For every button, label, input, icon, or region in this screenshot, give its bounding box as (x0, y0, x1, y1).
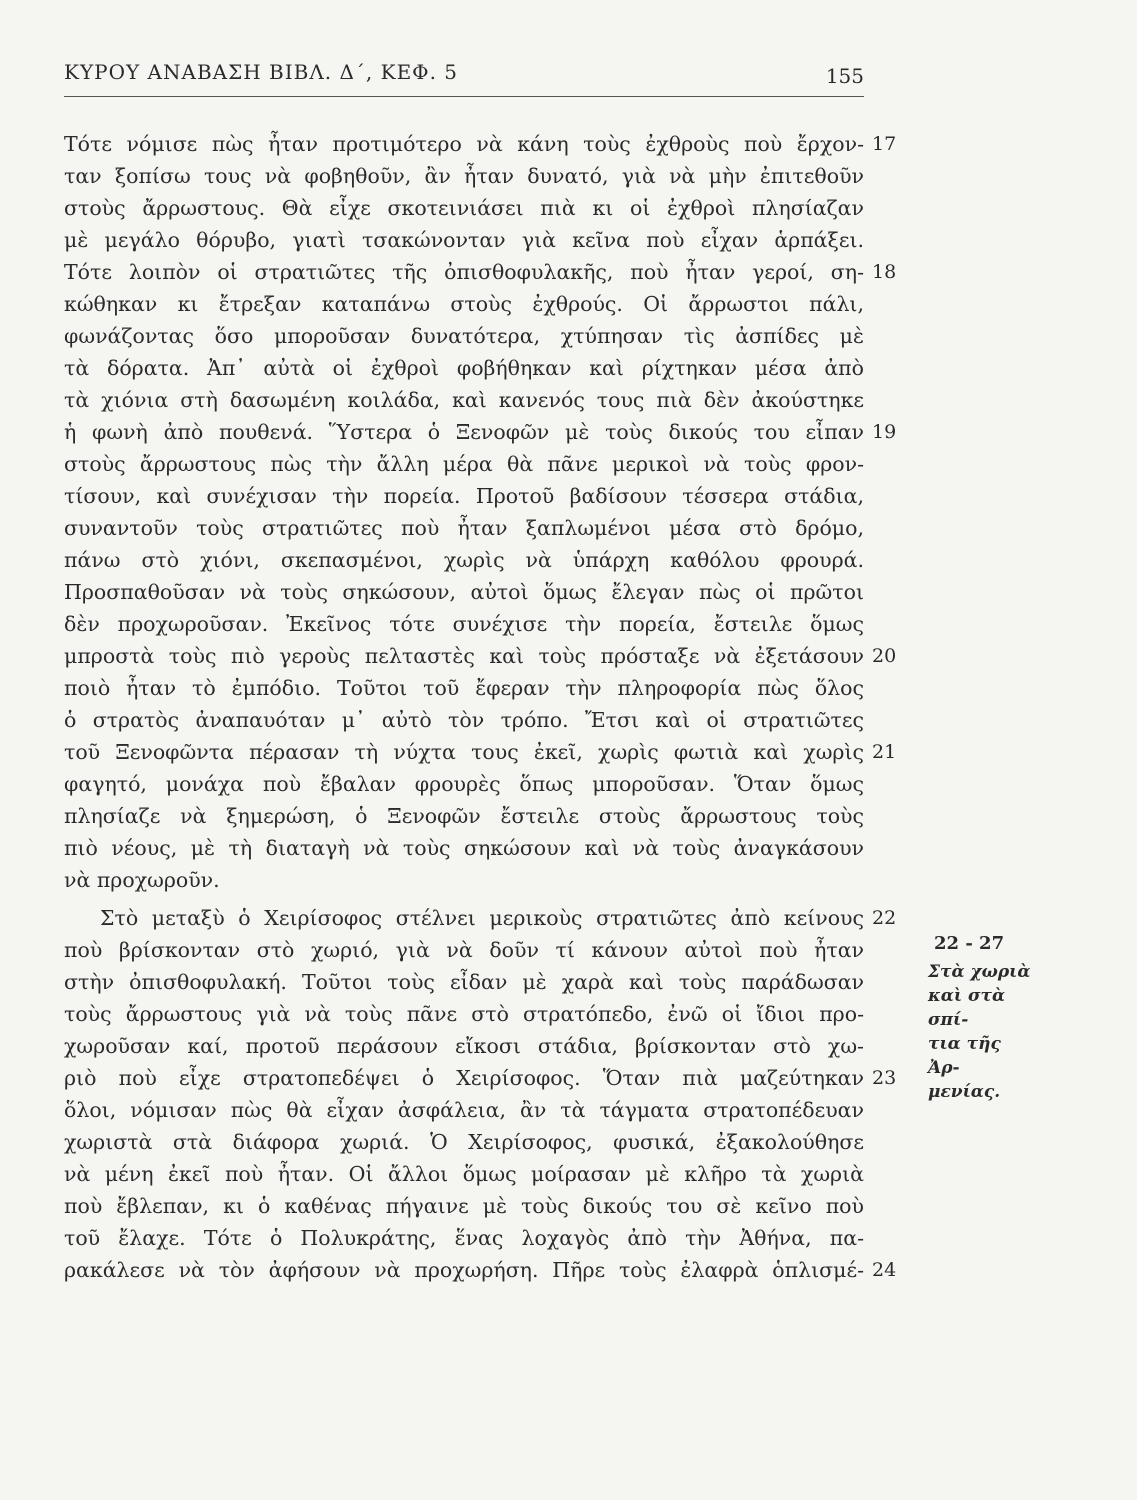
text-line: στοὺς ἄρρωστους πὼς τὴν ἄλλη μέρα θὰ πᾶνε μερικοὶ νὰ τοὺς φρον- (64, 452, 864, 476)
text-line: τὰ δόρατα. Ἀπ᾽ αὐτὰ οἱ ἐχθροὶ φοβήθηκαν καὶ ρίχτηκαν μέσα ἀπὸ (64, 356, 864, 380)
text-line: χωριστὰ στὰ διάφορα χωριά. Ὁ Χειρίσοφος, φυσικά, ἐξακολούθησε (64, 1130, 864, 1154)
text-line: συναντοῦν τοὺς στρατιῶτες ποὺ ἦταν ξαπλωμένοι μέσα στὸ δρόμο, (64, 516, 864, 540)
text-line: πάνω στὸ χιόνι, σκεπασμένοι, χωρὶς νὰ ὑπάρχη καθόλου φρουρά. (64, 548, 864, 572)
text-line: Προσπαθοῦσαν νὰ τοὺς σηκώσουν, αὐτοὶ ὅμως ἔλεγαν πὼς οἱ πρῶτοι (64, 580, 864, 604)
text-line: ρακάλεσε νὰ τὸν ἀφήσουν νὰ προχωρήση. Πῆρε τοὺς ἐλαφρὰ ὁπλισμέ- (64, 1258, 864, 1282)
running-header (64, 60, 864, 90)
text-line: ριὸ ποὺ εἶχε στρατοπεδέψει ὁ Χειρίσοφος. Ὅταν πιὰ μαζεύτηκαν (64, 1066, 864, 1090)
text-line: Τότε λοιπὸν οἱ στρατιῶτες τῆς ὀπισθοφυλακῆς, ποὺ ἦταν γεροί, ση- (64, 260, 864, 284)
text-line: ὅλοι, νόμισαν πὼς θὰ εἶχαν ἀσφάλεια, ἂν τὰ τάγματα στρατοπέδευαν (64, 1098, 864, 1122)
section-number: 22 (872, 907, 897, 929)
text-line: μπροστὰ τοὺς πιὸ γεροὺς πελταστὲς καὶ τοὺς πρόσταξε νὰ ἐξετάσουν (64, 644, 864, 668)
page-number: 155 (825, 64, 864, 88)
text-line: τίσουν, καὶ συνέχισαν τὴν πορεία. Προτοῦ βαδίσουν τέσσερα στάδια, (64, 484, 864, 508)
section-number: 20 (872, 645, 897, 667)
section-number: 23 (872, 1067, 897, 1089)
text-line: μὲ μεγάλο θόρυβο, γιατὶ τσακώνονταν γιὰ κεῖνα ποὺ εἶχαν ἁρπάξει. (64, 228, 864, 252)
text-line: Τότε νόμισε πὼς ἦταν προτιμότερο νὰ κάνη τοὺς ἐχθροὺς ποὺ ἔρχον- (64, 132, 864, 156)
section-number: 21 (872, 741, 897, 763)
text-line: ταν ξοπίσω τους νὰ φοβηθοῦν, ἂν ἦταν δυνατό, γιὰ νὰ μὴν ἐπιτεθοῦν (64, 164, 864, 188)
section-number: 24 (872, 1259, 897, 1281)
margin-note-line: τια τῆς Ἀρ- (928, 1034, 1001, 1078)
header-rule (64, 96, 864, 97)
section-number: 17 (872, 133, 897, 155)
text-line: χωροῦσαν καί, προτοῦ περάσουν εἴκοσι στάδια, βρίσκονταν στὸ χω- (64, 1034, 864, 1058)
text-line: στὴν ὀπισθοφυλακή. Τοῦτοι τοὺς εἶδαν μὲ χαρὰ καὶ τοὺς παράδωσαν (64, 970, 864, 994)
margin-note-line: καὶ στὰ σπί- (928, 986, 1006, 1030)
text-line: ἡ φωνὴ ἀπὸ πουθενά. Ὕστερα ὁ Ξενοφῶν μὲ τοὺς δικούς του εἶπαν (64, 420, 864, 444)
text-line: στοὺς ἄρρωστους. Θὰ εἶχε σκοτεινιάσει πιὰ κι οἱ ἐχθροὶ πλησίαζαν (64, 196, 864, 220)
text-line: τοῦ ἔλαχε. Τότε ὁ Πολυκράτης, ἕνας λοχαγὸς ἀπὸ τὴν Ἀθήνα, πα- (64, 1226, 864, 1250)
section-number: 19 (872, 421, 897, 443)
section-number: 18 (872, 261, 897, 283)
margin-note-range: 22 - 27 (934, 933, 1005, 954)
text-line: ποὺ βρίσκονταν στὸ χωριό, γιὰ νὰ δοῦν τί κάνουν αὐτοὶ ποὺ ἦταν (64, 938, 864, 962)
text-line: τὰ χιόνια στὴ δασωμένη κοιλάδα, καὶ κανενός τους πιὰ δὲν ἀκούστηκε (64, 388, 864, 412)
text-line: φαγητό, μονάχα ποὺ ἔβαλαν φρουρὲς ὅπως μποροῦσαν. Ὅταν ὅμως (64, 772, 864, 796)
text-line: κώθηκαν κι ἔτρεξαν καταπάνω στοὺς ἐχθρούς. Οἱ ἄρρωστοι πάλι, (64, 292, 864, 316)
text-line (64, 1286, 864, 1318)
text-line: φωνάζοντας ὅσο μποροῦσαν δυνατότερα, χτύπησαν τὶς ἀσπίδες μὲ (64, 324, 864, 348)
text-line: νὰ μένη ἐκεῖ ποὺ ἦταν. Οἱ ἄλλοι ὅμως μοίρασαν μὲ κλῆρο τὰ χωριὰ (64, 1162, 864, 1186)
margin-note-line: μενίας. (928, 1082, 1001, 1102)
text-line: τοὺς ἄρρωστους γιὰ νὰ τοὺς πᾶνε στὸ στρατόπεδο, ἐνῶ οἱ ἴδιοι προ- (64, 1002, 864, 1026)
text-line: δὲν προχωροῦσαν. Ἐκεῖνος τότε συνέχισε τὴν πορεία, ἔστειλε ὅμως (64, 612, 864, 636)
running-header-title: ΚΥΡΟΥ ΑΝΑΒΑΣΗ ΒΙΒΛ. Δ΄, ΚΕΦ. 5 (64, 60, 459, 84)
text-line: πιὸ νέους, μὲ τὴ διαταγὴ νὰ τοὺς σηκώσουν καὶ νὰ τοὺς ἀναγκάσουν (64, 836, 864, 860)
margin-note (928, 932, 1038, 1104)
text-line: πλησίαζε νὰ ξημερώση, ὁ Ξενοφῶν ἔστειλε στοὺς ἄρρωστους τοὺς (64, 804, 864, 828)
text-line: νὰ προχωροῦν. (64, 868, 220, 892)
text-line: τοῦ Ξενοφῶντα πέρασαν τὴ νύχτα τους ἐκεῖ, χωρὶς φωτιὰ καὶ χωρὶς (64, 740, 864, 764)
text-line: ποιὸ ἦταν τὸ ἐμπόδιο. Τοῦτοι τοῦ ἔφεραν τὴν πληροφορία πὼς ὅλος (64, 676, 864, 700)
text-line: ποὺ ἔβλεπαν, κι ὁ καθένας πήγαινε μὲ τοὺς δικούς του σὲ κεῖνο ποὺ (64, 1194, 864, 1218)
text-line: ὁ στρατὸς ἀναπαυόταν μ᾽ αὐτὸ τὸν τρόπο. Ἔτσι καὶ οἱ στρατιῶτες (64, 708, 864, 732)
text-line: Στὸ μεταξὺ ὁ Χειρίσοφος στέλνει μερικοὺς στρατιῶτες ἀπὸ κείνους (100, 906, 864, 930)
margin-note-line: Στὰ χωριὰ (928, 962, 1031, 982)
